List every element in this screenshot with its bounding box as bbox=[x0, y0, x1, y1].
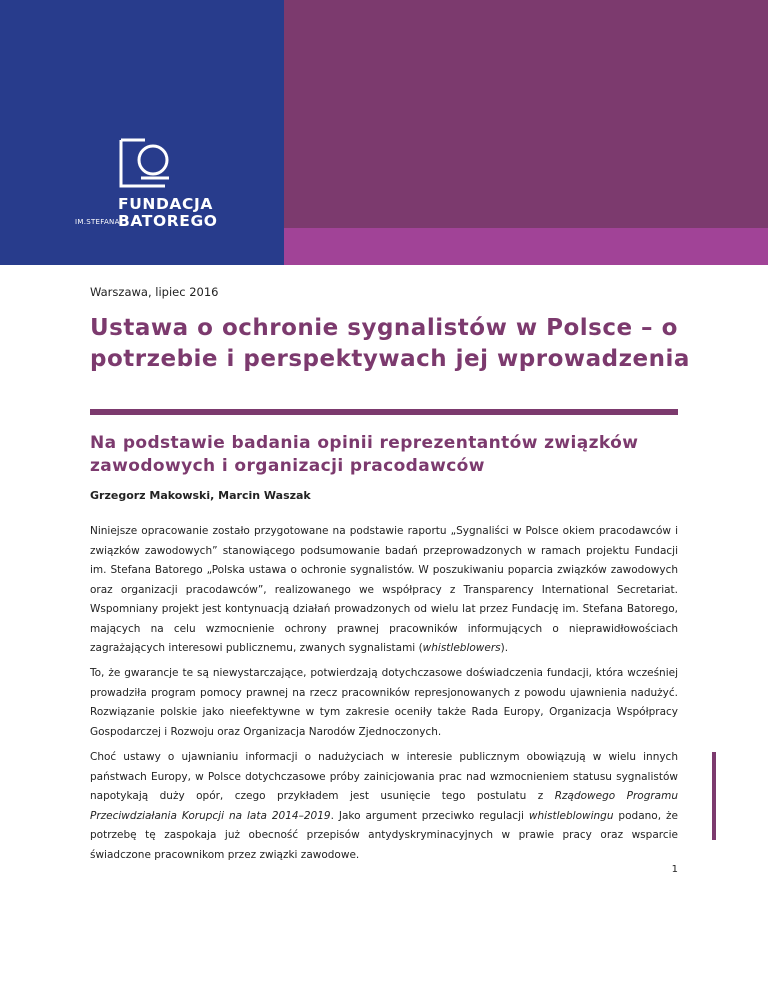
document-title: Ustawa o ochronie sygnalistów w Polsce – o potrzebie i perspektywach jej wprowadzenia bbox=[90, 315, 690, 372]
logo-name-line2: BATOREGO bbox=[118, 212, 218, 230]
paragraph-intro-end: ). bbox=[500, 642, 509, 654]
logo-prefix-text: IM.STEFANA bbox=[75, 218, 120, 226]
banner-purple-panel bbox=[284, 0, 768, 228]
banner-magenta-strip bbox=[284, 228, 768, 265]
authors: Grzegorz Makowski, Marcin Waszak bbox=[90, 489, 311, 502]
margin-accent-bar bbox=[712, 752, 716, 840]
paragraph-legislation-text-a: Choć ustawy o ujawnianiu informacji o nadużyciach w interesie publicznym obowiązują w wielu innych państwach Europy, w Polsce dotychczasowe próby zainicjowania prac nad wzmocnieniem statusu sygnalistów napotykają duży opór, czego przykładem jest usunięcie tego postulatu z bbox=[90, 751, 678, 802]
paragraph-guarantees: To, że gwarancje te są niewystarczające, potwierdzają dotychczasowe doświadczenia fundacji, która wcześniej prowadziła program pomocy prawnej na rzecz pracowników represjonowanych z powodu ujawnienia nadużyć. Rozwiązanie polskie jako nieefektywne w tym zakresie oceniły także Rada Europy, Organizacja Współpracy Gospodarczej i Rozwoju oraz Organizacja Narodów Zjednoczonych. bbox=[90, 667, 678, 738]
page-number: 1 bbox=[671, 864, 678, 875]
logo-name-line1: FUNDACJA bbox=[118, 195, 213, 213]
paragraph-legislation bbox=[90, 748, 678, 865]
place-date: Warszawa, lipiec 2016 bbox=[90, 285, 219, 299]
foundation-logo-icon bbox=[117, 138, 177, 188]
paragraph-intro-italic: whistleblowers bbox=[422, 642, 501, 654]
document-subtitle: Na podstawie badania opinii reprezentantów związków zawodowych i organizacji pracodawców bbox=[90, 433, 639, 476]
paragraph-legislation-text-b: . Jako argument przeciwko regulacji bbox=[330, 809, 529, 822]
paragraph-legislation-italic-b: whistleblowingu bbox=[528, 809, 614, 822]
paragraph-legislation-text-c: podano, że potrzebę tę zaspokaja już obecność przepisów antydyskryminacyjnych w prawie pracy oraz wsparcie świadczone pracownikom przez związki zawodowe. bbox=[90, 809, 678, 861]
paragraph-legislation-italic-a: Rządowego Programu Przeciwdziałania Korupcji na lata 2014–2019 bbox=[90, 790, 678, 822]
title-divider bbox=[90, 409, 678, 415]
paragraph-intro-text: Niniejsze opracowanie zostało przygotowane na podstawie raportu „Sygnaliści w Polsce okiem pracodawców i związków zawodowych” stanowiącego podsumowanie badań przeprowadzonych w ramach projektu Fundacji im. Stefana Batorego „Polska ustawa o ochronie sygnalistów. W poszukiwaniu poparcia związków zawodowych oraz organizacji pracodawców”, realizowanego we współpracy z Transparency International Secretariat. Wspomniany projekt jest kontynuacją działań prowadzonych od wielu lat przez Fundację im. Stefana Batorego, mających na celu wzmocnienie ochrony prawnej pracowników informujących o nieprawidłowościach zagrażających interesowi publicznemu, zwanych sygnalistami ( bbox=[90, 525, 678, 654]
paragraph-intro bbox=[90, 522, 678, 659]
